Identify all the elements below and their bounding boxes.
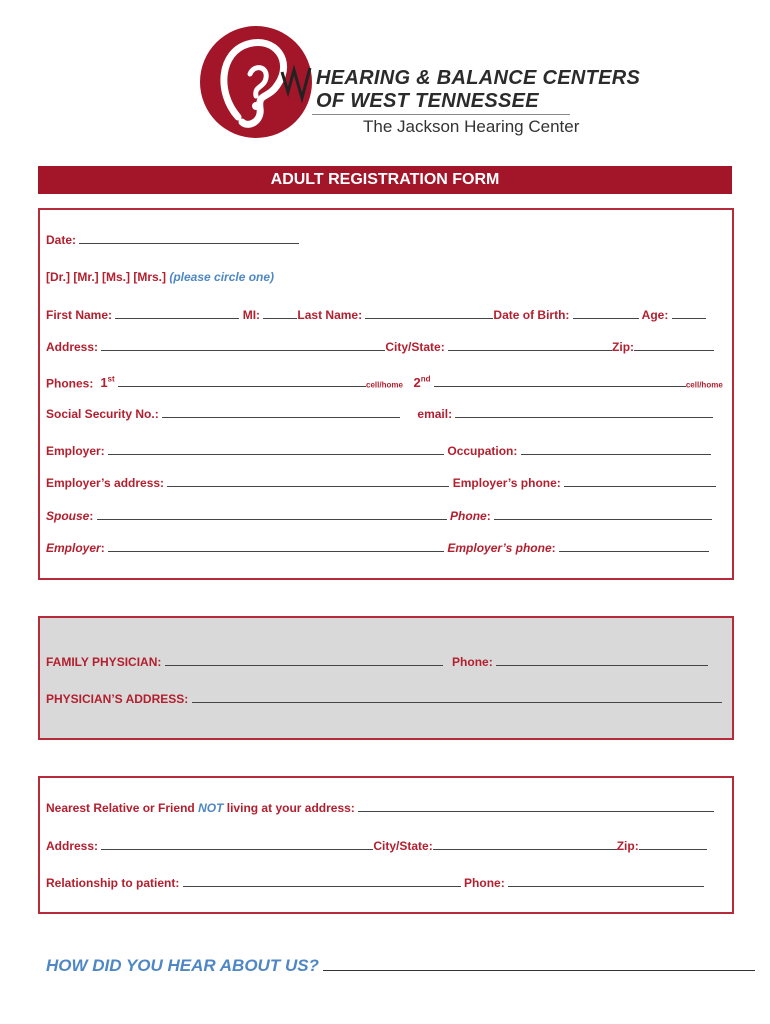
logo-subtitle: The Jackson Hearing Center bbox=[363, 117, 580, 136]
clinic-logo bbox=[198, 22, 641, 146]
physician-address-field[interactable] bbox=[192, 691, 722, 703]
spouse-field[interactable] bbox=[97, 508, 447, 520]
relative-city-state-label: City/State: bbox=[373, 839, 433, 853]
form-title-banner: ADULT REGISTRATION FORM bbox=[38, 166, 732, 194]
phones-row bbox=[46, 372, 723, 393]
email-field[interactable] bbox=[455, 406, 713, 418]
mi-label: MI: bbox=[242, 308, 261, 322]
date-label: Date: bbox=[46, 233, 77, 247]
logo-line-2: OF WEST TENNESSEE bbox=[316, 90, 539, 112]
phone2-type: cell/home bbox=[685, 380, 723, 390]
phone2-ordinal: 2nd bbox=[413, 375, 431, 391]
not-emphasis: NOT bbox=[198, 801, 224, 815]
spouse-employer-label: Employer bbox=[46, 541, 101, 555]
date-field[interactable] bbox=[79, 232, 299, 244]
employer-phone-field[interactable] bbox=[564, 475, 716, 487]
date-row bbox=[46, 232, 299, 248]
relative-zip-field[interactable] bbox=[639, 838, 707, 850]
physician-section bbox=[38, 616, 734, 740]
spouse-employer-field[interactable] bbox=[108, 540, 444, 552]
first-name-label: First Name: bbox=[46, 308, 113, 322]
phone2-field[interactable] bbox=[434, 375, 686, 387]
city-state-label: City/State: bbox=[385, 340, 445, 354]
employer-address-row bbox=[46, 475, 716, 491]
spouse-employer-row: Employer: Employer’s phone: bbox=[46, 540, 709, 556]
spouse-label: Spouse bbox=[46, 509, 90, 523]
age-field[interactable] bbox=[672, 307, 706, 319]
occupation-field[interactable] bbox=[521, 443, 711, 455]
phone1-type: cell/home bbox=[366, 380, 403, 390]
physician-phone-field[interactable] bbox=[496, 654, 708, 666]
relationship-row bbox=[46, 875, 704, 891]
relative-zip-label: Zip: bbox=[616, 839, 639, 853]
ssn-field[interactable] bbox=[162, 406, 400, 418]
first-name-field[interactable] bbox=[115, 307, 239, 319]
physician-phone-label: Phone: bbox=[452, 655, 493, 669]
age-label: Age: bbox=[641, 308, 669, 322]
phone1-ordinal: 1st bbox=[100, 375, 115, 391]
address-field[interactable] bbox=[101, 339, 385, 351]
phone1-field[interactable] bbox=[118, 375, 366, 387]
employer-label: Employer: bbox=[46, 444, 105, 458]
last-name-label: Last Name: bbox=[297, 308, 363, 322]
title-options[interactable]: [Dr.] [Mr.] [Ms.] [Mrs.] bbox=[46, 270, 166, 284]
employer-row bbox=[46, 443, 711, 459]
occupation-label: Occupation: bbox=[447, 444, 518, 458]
ssn-row bbox=[46, 406, 713, 422]
ssn-label: Social Security No.: bbox=[46, 407, 159, 421]
last-name-field[interactable] bbox=[365, 307, 493, 319]
employer-field[interactable] bbox=[108, 443, 444, 455]
nearest-relative-field[interactable] bbox=[358, 800, 714, 812]
referral-answer-field[interactable] bbox=[323, 956, 755, 971]
name-row bbox=[46, 307, 706, 323]
employer-phone-label: Employer’s phone: bbox=[452, 476, 561, 490]
spouse-employer-phone-field[interactable] bbox=[559, 540, 709, 552]
referral-question-label: HOW DID YOU HEAR ABOUT US? bbox=[46, 956, 319, 975]
dob-label: Date of Birth: bbox=[493, 308, 570, 322]
nearest-relative-row bbox=[46, 800, 714, 816]
nearest-relative-label-end: living at your address: bbox=[226, 801, 355, 815]
address-label: Address: bbox=[46, 340, 99, 354]
relative-phone-label: Phone: bbox=[464, 876, 505, 890]
family-physician-row bbox=[46, 654, 708, 670]
city-state-field[interactable] bbox=[448, 339, 612, 351]
physician-address-label: PHYSICIAN’S ADDRESS: bbox=[46, 692, 189, 706]
zip-label: Zip: bbox=[612, 340, 635, 354]
employer-address-label: Employer’s address: bbox=[46, 476, 165, 490]
relative-address-row bbox=[46, 838, 707, 854]
relative-address-label: Address: bbox=[46, 839, 99, 853]
family-physician-field[interactable] bbox=[165, 654, 443, 666]
logo-line-1: HEARING & BALANCE CENTERS bbox=[316, 67, 641, 89]
titles-row bbox=[46, 269, 274, 285]
physician-address-row bbox=[46, 691, 722, 707]
spouse-phone-field[interactable] bbox=[494, 508, 712, 520]
nearest-relative-label: Nearest Relative or Friend bbox=[46, 801, 195, 815]
family-physician-label: FAMILY PHYSICIAN: bbox=[46, 655, 162, 669]
employer-address-field[interactable] bbox=[167, 475, 449, 487]
spouse-employer-phone-label: Employer’s phone bbox=[447, 541, 552, 555]
address-row bbox=[46, 339, 714, 355]
relative-address-field[interactable] bbox=[101, 838, 373, 850]
relationship-field[interactable] bbox=[183, 875, 461, 887]
relative-phone-field[interactable] bbox=[508, 875, 704, 887]
ear-logo-icon bbox=[198, 22, 318, 146]
patient-info-section bbox=[38, 208, 734, 580]
logo-divider bbox=[312, 114, 570, 115]
spouse-row: Spouse: Phone: bbox=[46, 508, 712, 524]
email-label: email: bbox=[417, 407, 453, 421]
relationship-label: Relationship to patient: bbox=[46, 876, 180, 890]
spouse-phone-label: Phone bbox=[450, 509, 487, 523]
mi-field[interactable] bbox=[263, 307, 297, 319]
titles-hint: (please circle one) bbox=[169, 270, 275, 284]
relative-city-state-field[interactable] bbox=[433, 838, 617, 850]
referral-question-row bbox=[46, 956, 755, 976]
dob-field[interactable] bbox=[573, 307, 639, 319]
zip-field[interactable] bbox=[634, 339, 714, 351]
phones-label: Phones: bbox=[46, 376, 94, 391]
